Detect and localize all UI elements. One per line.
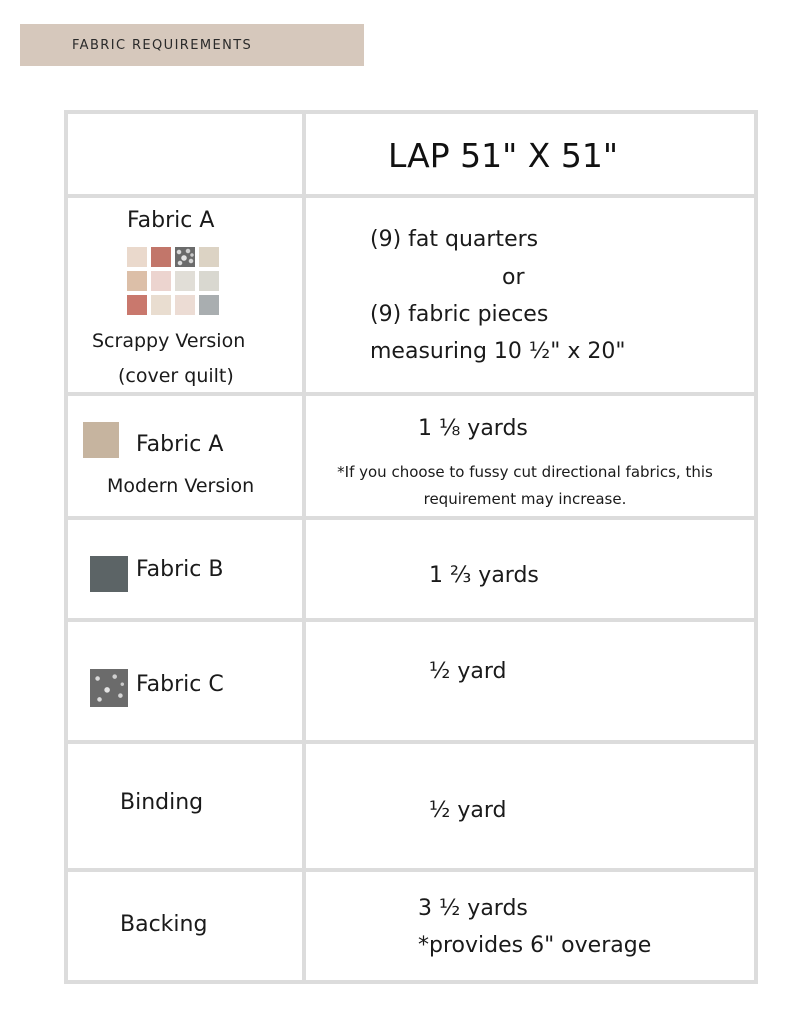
fabric-tile bbox=[151, 295, 171, 315]
requirement-line: (9) fabric pieces bbox=[370, 302, 549, 327]
tan-swatch-icon bbox=[83, 422, 119, 458]
fabric-tile bbox=[175, 271, 195, 291]
fabric-tile bbox=[127, 271, 147, 291]
requirement-value: ½ yard bbox=[429, 659, 507, 684]
row-label-fabric-c: Fabric C bbox=[136, 672, 224, 697]
requirement-value: 1 ⅛ yards bbox=[418, 416, 528, 441]
fabric-tile bbox=[199, 271, 219, 291]
fabric-tile bbox=[127, 247, 147, 267]
fabric-tile bbox=[175, 295, 195, 315]
table-title: LAP 51" X 51" bbox=[388, 136, 619, 175]
row-label-fabric-a-modern: Fabric A bbox=[136, 432, 224, 457]
slate-swatch-icon bbox=[90, 556, 128, 592]
requirement-value: 3 ½ yards bbox=[418, 896, 528, 921]
row-label-binding: Binding bbox=[120, 790, 204, 815]
fabric-tile bbox=[151, 247, 171, 267]
fabric-requirements-table bbox=[64, 110, 758, 984]
row-sublabel-cover-quilt: (cover quilt) bbox=[118, 365, 234, 387]
fabric-tile bbox=[199, 295, 219, 315]
row-label-backing: Backing bbox=[120, 912, 208, 937]
section-header bbox=[20, 24, 364, 66]
row-divider bbox=[68, 618, 754, 622]
fabric-tile bbox=[199, 247, 219, 267]
requirement-note: *provides 6" overage bbox=[418, 933, 652, 958]
fabric-mosaic-icon bbox=[127, 247, 219, 315]
row-divider bbox=[68, 516, 754, 520]
column-divider bbox=[302, 114, 306, 980]
row-divider bbox=[68, 392, 754, 396]
speckled-swatch-icon bbox=[90, 669, 128, 707]
fabric-tile bbox=[127, 295, 147, 315]
requirement-note: *If you choose to fussy cut directional fabrics, this requirement may increase. bbox=[337, 463, 713, 508]
row-label-fabric-a-scrappy: Fabric A bbox=[127, 208, 215, 233]
requirement-line: (9) fat quarters bbox=[370, 227, 539, 252]
row-divider bbox=[68, 194, 754, 198]
section-header-label: FABRIC REQUIREMENTS bbox=[72, 37, 253, 53]
requirement-line: measuring 10 ½" x 20" bbox=[370, 339, 626, 364]
row-divider bbox=[68, 740, 754, 744]
fabric-tile bbox=[175, 247, 195, 267]
requirement-value: 1 ⅔ yards bbox=[429, 563, 539, 588]
requirement-value: ½ yard bbox=[429, 798, 507, 823]
row-label-fabric-b: Fabric B bbox=[136, 557, 224, 582]
row-sublabel-modern: Modern Version bbox=[107, 475, 255, 497]
requirement-line: or bbox=[502, 265, 525, 290]
fabric-tile bbox=[151, 271, 171, 291]
row-sublabel-scrappy: Scrappy Version bbox=[92, 330, 246, 352]
row-divider bbox=[68, 868, 754, 872]
